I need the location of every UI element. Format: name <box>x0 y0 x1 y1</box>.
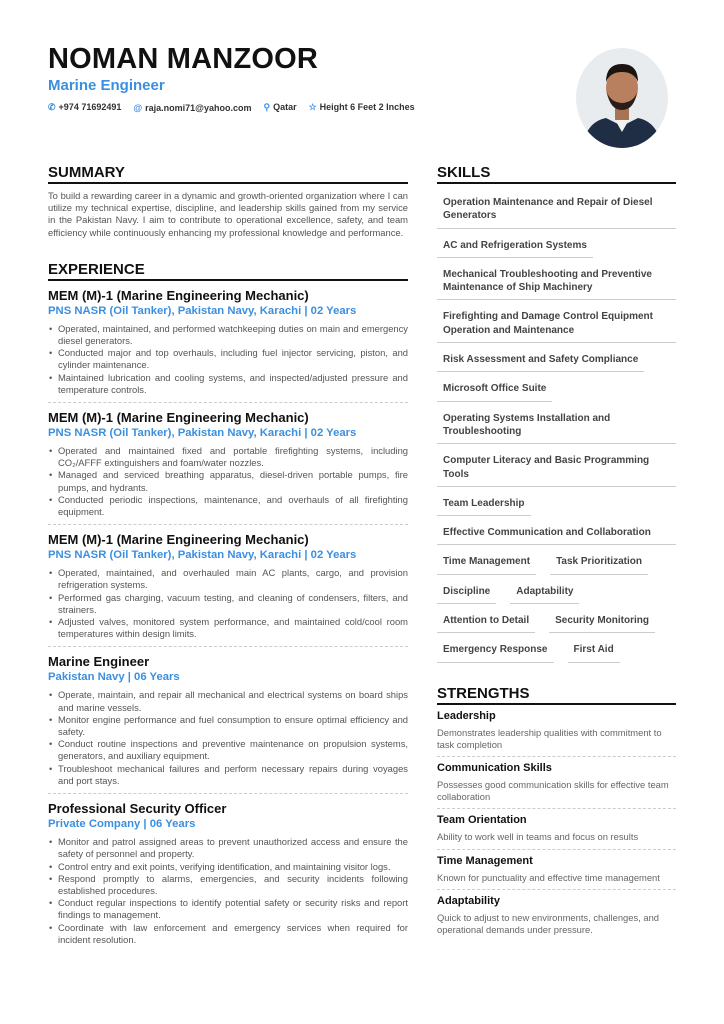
skill-tag: Effective Communication and Collaboration <box>437 520 676 545</box>
job-title: Marine Engineer <box>48 654 150 670</box>
job-title: Professional Security Officer <box>48 801 227 817</box>
contact-text: Height 6 Feet 2 Inches <box>319 102 415 112</box>
job-company: PNS NASR (Oil Tanker), Pakistan Navy, Karachi | 02 Years <box>48 549 357 562</box>
contact-list <box>48 102 568 113</box>
contact-item <box>133 103 251 113</box>
job-bullet: • Monitor engine performance and fuel consumption to ensure optimal efficiency and safety. <box>48 714 408 738</box>
job-bullet: • Conduct routine inspections and preventive maintenance on propulsion systems, generators, and auxiliary equipment. <box>48 738 408 762</box>
job-bullet: • Conduct regular inspections to identify potential safety or security risks and report findings to management. <box>48 897 408 921</box>
right-column <box>437 164 676 945</box>
job-bullet: • Operated and maintained fixed and portable firefighting systems, including CO₂/AFFF extinguishers and foam/water nozzles. <box>48 445 408 469</box>
job-bullet: • Managed and serviced breathing apparatus, diesel-driven portable pumps, fire pumps, and hydrants. <box>48 469 408 493</box>
strength-item <box>437 854 676 890</box>
experience-heading: EXPERIENCE <box>48 261 408 281</box>
job-bullets <box>48 836 408 946</box>
skill-tag: Attention to Detail <box>437 608 535 633</box>
skill-tag: Firefighting and Damage Control Equipment Operation and Maintenance <box>437 304 676 343</box>
job-bullet: • Troubleshoot mechanical failures and perform necessary repairs during voyages and port stays. <box>48 763 408 787</box>
skill-tag: Discipline <box>437 579 496 604</box>
job-bullet: • Operated, maintained, and performed watchkeeping duties on main and emergency diesel generators. <box>48 323 408 347</box>
job-bullet: • Conducted major and top overhauls, including fuel injector servicing, piston, and cylinder maintenance. <box>48 347 408 371</box>
skills-heading: SKILLS <box>437 164 676 184</box>
strength-item <box>437 894 676 941</box>
contact-item <box>48 102 121 113</box>
strength-item <box>437 761 676 809</box>
resume-header <box>48 42 568 113</box>
job-bullets <box>48 323 408 396</box>
star-icon: ☆ <box>308 102 317 112</box>
job-bullet: • Coordinate with law enforcement and emergency services when required for incident resolution. <box>48 922 408 946</box>
job-company: PNS NASR (Oil Tanker), Pakistan Navy, Karachi | 02 Years <box>48 304 357 317</box>
strength-item <box>437 813 676 849</box>
strengths-list <box>437 709 676 942</box>
job-bullet: • Maintained lubrication and cooling systems, and inspected/adjusted pressure and temperature controls. <box>48 372 408 396</box>
skill-tag: Risk Assessment and Safety Compliance <box>437 347 644 372</box>
strength-title: Time Management <box>437 854 533 867</box>
job-bullets <box>48 567 408 640</box>
skill-tag: Security Monitoring <box>549 608 655 633</box>
skills-list <box>437 190 676 667</box>
contact-item <box>263 102 296 113</box>
job-title: MEM (M)-1 (Marine Engineering Mechanic) <box>48 532 309 548</box>
job-title: MEM (M)-1 (Marine Engineering Mechanic) <box>48 410 309 426</box>
skill-tag: Emergency Response <box>437 637 554 662</box>
strength-title: Leadership <box>437 709 496 722</box>
candidate-role: Marine Engineer <box>48 77 165 94</box>
skill-tag: AC and Refrigeration Systems <box>437 233 593 258</box>
job-bullet: • Conducted periodic inspections, maintenance, and overhauls of all firefighting equipment. <box>48 494 408 518</box>
skill-tag: Adaptability <box>510 579 579 604</box>
skill-tag: First Aid <box>568 637 620 662</box>
skill-tag: Operation Maintenance and Repair of Diesel Generators <box>437 190 676 229</box>
job-entry <box>48 800 408 952</box>
left-column <box>48 164 408 958</box>
job-bullets <box>48 445 408 518</box>
contact-text: raja.nomi71@yahoo.com <box>145 102 252 113</box>
strength-title: Adaptability <box>437 894 500 907</box>
skill-tag: Team Leadership <box>437 491 531 516</box>
strength-title: Team Orientation <box>437 814 527 827</box>
job-company: PNS NASR (Oil Tanker), Pakistan Navy, Karachi | 02 Years <box>48 427 357 440</box>
skill-tag: Time Management <box>437 549 536 574</box>
contact-text: +974 71692491 <box>58 102 122 112</box>
strength-description: Demonstrates leadership qualities with commitment to task completion <box>437 726 662 750</box>
job-bullet: • Performed gas charging, vacuum testing, and cleaning of condensers, filters, and strainers. <box>48 592 408 616</box>
summary-text: To build a rewarding career in a dynamic and growth-oriented organization where I can utilize my technical expertise, discipline, and leadership skills gained from my service in the Pakistan Navy. I aim to contribute to operational excellence, safety, and team efficiency while continuously enhancing my professional knowledge and performance. <box>48 190 408 238</box>
job-bullets <box>48 689 408 787</box>
contact-item <box>309 102 415 113</box>
job-entry <box>48 531 408 647</box>
profile-photo <box>576 48 668 148</box>
strength-description: Possesses good communication skills for effective team collaboration <box>437 779 669 803</box>
job-company: Pakistan Navy | 06 Years <box>48 671 180 684</box>
strengths-heading: STRENGTHS <box>437 685 676 705</box>
job-bullet: • Operated, maintained, and overhauled main AC plants, cargo, and provision refrigeration systems. <box>48 567 408 591</box>
job-entry <box>48 653 408 794</box>
job-bullet: • Adjusted valves, monitored system performance, and maintained cold/cool room temperatures within design limits. <box>48 616 408 640</box>
job-entry <box>48 287 408 403</box>
location-pin-icon: ⚲ <box>263 102 271 112</box>
summary-heading: SUMMARY <box>48 164 408 184</box>
skill-tag: Mechanical Troubleshooting and Preventive Maintenance of Ship Machinery <box>437 262 676 301</box>
skill-tag: Microsoft Office Suite <box>437 376 552 401</box>
job-company: Private Company | 06 Years <box>48 818 196 831</box>
skill-tag: Operating Systems Installation and Troubleshooting <box>437 406 676 445</box>
job-bullet: • Respond promptly to alarms, emergencies, and security incidents following established procedures. <box>48 873 408 897</box>
skill-tag: Computer Literacy and Basic Programming Tools <box>437 448 676 487</box>
at-icon: @ <box>133 102 143 113</box>
strength-title: Communication Skills <box>437 762 552 775</box>
strength-description: Known for punctuality and effective time management <box>437 871 660 883</box>
contact-text: Qatar <box>273 102 297 112</box>
skill-tag: Task Prioritization <box>550 549 648 574</box>
job-bullet: • Operate, maintain, and repair all mechanical and electrical systems on board ships and marine vessels. <box>48 689 408 713</box>
strength-description: Quick to adjust to new environments, challenges, and operational demands under pressure. <box>437 911 660 936</box>
job-title: MEM (M)-1 (Marine Engineering Mechanic) <box>48 287 309 303</box>
candidate-name: NOMAN MANZOOR <box>48 43 319 75</box>
job-bullet: • Control entry and exit points, verifying identification, and maintaining visitor logs. <box>48 861 408 873</box>
job-entry <box>48 409 408 525</box>
phone-icon: ✆ <box>48 102 56 112</box>
strength-item <box>437 709 676 757</box>
experience-list <box>48 287 408 952</box>
job-bullet: • Monitor and patrol assigned areas to prevent unauthorized access and ensure the safety of personnel and property. <box>48 836 408 860</box>
strength-description: Ability to work well in teams and focus on results <box>437 831 639 843</box>
